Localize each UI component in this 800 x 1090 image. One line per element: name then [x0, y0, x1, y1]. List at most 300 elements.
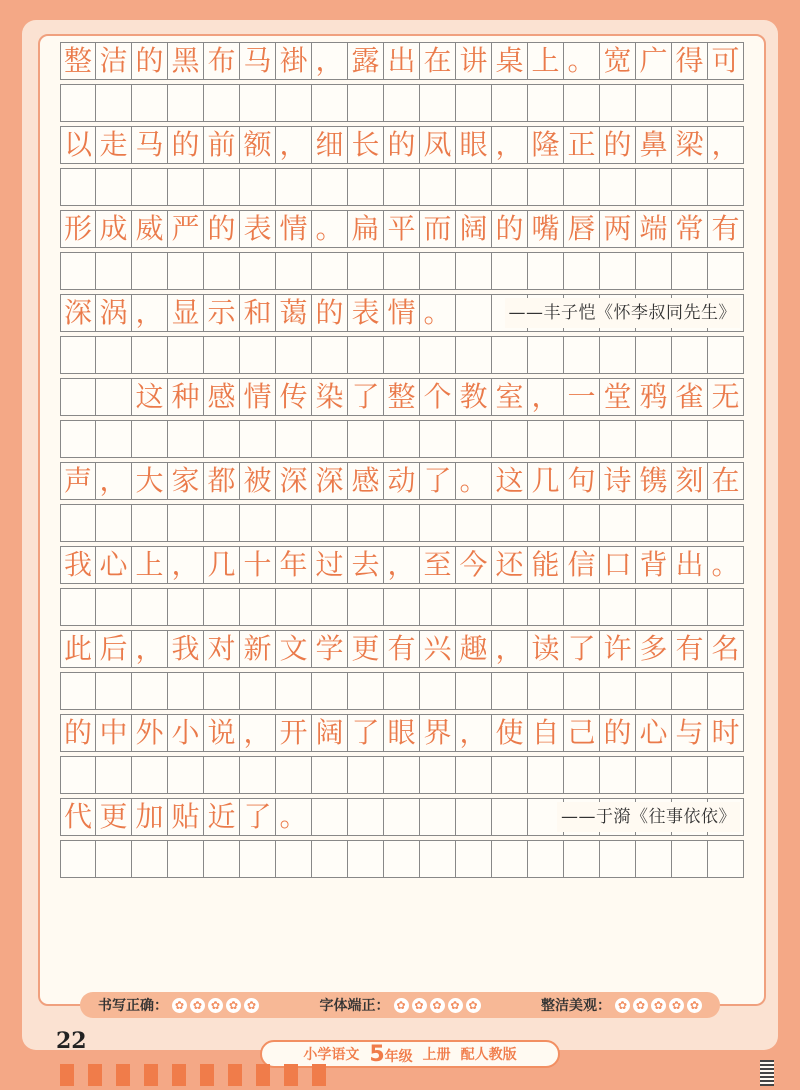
- character-cell: [348, 798, 384, 836]
- practice-cell[interactable]: [708, 504, 744, 542]
- practice-cell[interactable]: [564, 420, 600, 458]
- flower-star-icon[interactable]: ✿: [190, 998, 205, 1013]
- practice-cell[interactable]: [672, 840, 708, 878]
- practice-cell[interactable]: [528, 672, 564, 710]
- practice-cell[interactable]: [348, 672, 384, 710]
- character-cell: 梁: [672, 126, 708, 164]
- practice-cell[interactable]: [276, 504, 312, 542]
- practice-cell[interactable]: [456, 588, 492, 626]
- practice-cell[interactable]: [492, 84, 528, 122]
- practice-cell[interactable]: [384, 504, 420, 542]
- character-cell: 后: [96, 630, 132, 668]
- practice-cell[interactable]: [600, 840, 636, 878]
- character-cell: 和: [240, 294, 276, 332]
- practice-cell[interactable]: [492, 672, 528, 710]
- character-cell: 的: [600, 126, 636, 164]
- practice-cell[interactable]: [600, 756, 636, 794]
- character-cell: 的: [204, 210, 240, 248]
- character-cell: 室: [492, 378, 528, 416]
- practice-cell[interactable]: [528, 756, 564, 794]
- practice-cell[interactable]: [132, 504, 168, 542]
- practice-cell[interactable]: [312, 588, 348, 626]
- character-cell: 扁: [348, 210, 384, 248]
- character-cell: 文: [276, 630, 312, 668]
- practice-cell[interactable]: [348, 336, 384, 374]
- practice-cell[interactable]: [60, 756, 96, 794]
- practice-cell[interactable]: [204, 504, 240, 542]
- practice-cell[interactable]: [276, 588, 312, 626]
- practice-cell[interactable]: [528, 840, 564, 878]
- practice-cell[interactable]: [132, 672, 168, 710]
- practice-cell[interactable]: [672, 672, 708, 710]
- rating-item: [541, 995, 702, 1015]
- practice-cell[interactable]: [636, 420, 672, 458]
- grade-number: 5: [369, 1041, 385, 1067]
- character-cell: 十: [240, 546, 276, 584]
- text-row: [60, 208, 744, 250]
- character-cell: 的: [384, 126, 420, 164]
- practice-cell[interactable]: [456, 840, 492, 878]
- practice-cell[interactable]: [348, 756, 384, 794]
- practice-cell[interactable]: [132, 252, 168, 290]
- practice-cell[interactable]: [312, 420, 348, 458]
- practice-cell[interactable]: [384, 252, 420, 290]
- flower-star-icon[interactable]: ✿: [244, 998, 259, 1013]
- practice-cell[interactable]: [672, 252, 708, 290]
- flower-star-icon[interactable]: ✿: [651, 998, 666, 1013]
- practice-cell[interactable]: [96, 504, 132, 542]
- practice-cell[interactable]: [456, 672, 492, 710]
- flower-star-icon[interactable]: ✿: [226, 998, 241, 1013]
- practice-cell[interactable]: [168, 588, 204, 626]
- practice-cell[interactable]: [420, 336, 456, 374]
- barcode-mark: [760, 1060, 774, 1086]
- practice-cell[interactable]: [564, 756, 600, 794]
- practice-cell[interactable]: [204, 756, 240, 794]
- subject-label: 小学语文: [303, 1047, 360, 1063]
- practice-cell[interactable]: [312, 168, 348, 206]
- practice-cell[interactable]: [384, 588, 420, 626]
- practice-cell[interactable]: [636, 168, 672, 206]
- character-cell: 的: [312, 294, 348, 332]
- practice-cell[interactable]: [204, 84, 240, 122]
- practice-cell[interactable]: [600, 84, 636, 122]
- practice-row: [60, 418, 744, 460]
- practice-cell[interactable]: [600, 252, 636, 290]
- practice-cell[interactable]: [312, 756, 348, 794]
- character-cell: 了: [240, 798, 276, 836]
- practice-cell[interactable]: [240, 84, 276, 122]
- practice-cell[interactable]: [564, 252, 600, 290]
- practice-cell[interactable]: [96, 336, 132, 374]
- character-cell: 名: [708, 630, 744, 668]
- practice-cell[interactable]: [492, 588, 528, 626]
- practice-cell[interactable]: [528, 588, 564, 626]
- practice-cell[interactable]: [420, 168, 456, 206]
- practice-cell[interactable]: [132, 336, 168, 374]
- character-cell: 出: [672, 546, 708, 584]
- practice-cell[interactable]: [528, 252, 564, 290]
- practice-cell[interactable]: [420, 588, 456, 626]
- practice-cell[interactable]: [312, 672, 348, 710]
- practice-cell[interactable]: [96, 588, 132, 626]
- practice-cell[interactable]: [240, 672, 276, 710]
- practice-cell[interactable]: [708, 420, 744, 458]
- character-cell: 口: [600, 546, 636, 584]
- practice-cell[interactable]: [492, 420, 528, 458]
- practice-cell[interactable]: [708, 672, 744, 710]
- character-cell: 常: [672, 210, 708, 248]
- character-cell: 在: [420, 42, 456, 80]
- practice-cell[interactable]: [276, 252, 312, 290]
- character-cell: 更: [96, 798, 132, 836]
- flower-star-icon[interactable]: ✿: [669, 998, 684, 1013]
- practice-cell[interactable]: [60, 840, 96, 878]
- practice-cell[interactable]: [492, 756, 528, 794]
- character-cell: 声: [60, 462, 96, 500]
- character-cell: ，: [240, 714, 276, 752]
- practice-cell[interactable]: [564, 84, 600, 122]
- character-cell: 了: [564, 630, 600, 668]
- character-cell: ，: [492, 126, 528, 164]
- flower-star-icon[interactable]: ✿: [172, 998, 187, 1013]
- practice-cell[interactable]: [384, 840, 420, 878]
- practice-cell[interactable]: [636, 588, 672, 626]
- practice-cell[interactable]: [348, 84, 384, 122]
- practice-cell[interactable]: [528, 504, 564, 542]
- practice-cell[interactable]: [348, 420, 384, 458]
- practice-cell[interactable]: [564, 588, 600, 626]
- practice-cell[interactable]: [276, 840, 312, 878]
- character-cell: 的: [492, 210, 528, 248]
- practice-cell[interactable]: [492, 840, 528, 878]
- character-cell: ，: [276, 126, 312, 164]
- character-cell: 眼: [384, 714, 420, 752]
- practice-cell[interactable]: [204, 168, 240, 206]
- practice-cell[interactable]: [456, 756, 492, 794]
- character-cell: 端: [636, 210, 672, 248]
- flower-star-icon[interactable]: ✿: [430, 998, 445, 1013]
- character-cell: ，: [168, 546, 204, 584]
- source-attribution: ——于漪《往事依依》: [557, 802, 740, 832]
- practice-cell[interactable]: [600, 588, 636, 626]
- character-cell: 动: [384, 462, 420, 500]
- practice-cell[interactable]: [492, 504, 528, 542]
- practice-cell[interactable]: [312, 336, 348, 374]
- page-number: 22: [56, 1028, 87, 1054]
- character-cell: 褂: [276, 42, 312, 80]
- practice-cell[interactable]: [636, 84, 672, 122]
- character-cell: 镌: [636, 462, 672, 500]
- practice-cell[interactable]: [240, 420, 276, 458]
- practice-cell[interactable]: [384, 168, 420, 206]
- practice-cell[interactable]: [60, 336, 96, 374]
- character-cell: 长: [348, 126, 384, 164]
- rating-label: 书写正确：: [98, 998, 168, 1014]
- character-cell: 的: [60, 714, 96, 752]
- practice-cell[interactable]: [60, 420, 96, 458]
- practice-cell[interactable]: [276, 672, 312, 710]
- practice-cell[interactable]: [168, 252, 204, 290]
- practice-cell[interactable]: [348, 504, 384, 542]
- practice-cell[interactable]: [132, 756, 168, 794]
- practice-cell[interactable]: [456, 168, 492, 206]
- practice-cell[interactable]: [672, 756, 708, 794]
- practice-cell[interactable]: [384, 756, 420, 794]
- character-cell: 在: [708, 462, 744, 500]
- practice-cell[interactable]: [312, 84, 348, 122]
- character-cell: 家: [168, 462, 204, 500]
- practice-cell[interactable]: [276, 756, 312, 794]
- character-cell: 心: [636, 714, 672, 752]
- practice-cell[interactable]: [168, 168, 204, 206]
- practice-cell[interactable]: [528, 336, 564, 374]
- practice-cell[interactable]: [96, 420, 132, 458]
- practice-row: [60, 82, 744, 124]
- practice-cell[interactable]: [240, 252, 276, 290]
- character-cell: 出: [384, 42, 420, 80]
- practice-cell[interactable]: [600, 336, 636, 374]
- practice-cell[interactable]: [348, 840, 384, 878]
- character-cell: 去: [348, 546, 384, 584]
- character-cell: ，: [132, 630, 168, 668]
- character-cell: 新: [240, 630, 276, 668]
- practice-cell[interactable]: [420, 672, 456, 710]
- character-cell: [492, 798, 528, 836]
- practice-cell[interactable]: [456, 336, 492, 374]
- practice-cell[interactable]: [312, 840, 348, 878]
- practice-cell[interactable]: [708, 756, 744, 794]
- character-cell: 这: [492, 462, 528, 500]
- practice-row: [60, 334, 744, 376]
- flower-star-icon[interactable]: ✿: [448, 998, 463, 1013]
- decorative-stripes: [60, 1064, 326, 1086]
- character-cell: 感: [348, 462, 384, 500]
- practice-cell[interactable]: [276, 84, 312, 122]
- practice-row: [60, 838, 744, 880]
- practice-cell[interactable]: [240, 168, 276, 206]
- practice-cell[interactable]: [132, 588, 168, 626]
- practice-cell[interactable]: [168, 420, 204, 458]
- practice-cell[interactable]: [60, 84, 96, 122]
- practice-cell[interactable]: [564, 504, 600, 542]
- practice-cell[interactable]: [672, 588, 708, 626]
- practice-cell[interactable]: [492, 252, 528, 290]
- character-cell: 黑: [168, 42, 204, 80]
- character-cell: ，: [456, 714, 492, 752]
- practice-cell[interactable]: [204, 672, 240, 710]
- practice-cell[interactable]: [708, 840, 744, 878]
- practice-cell[interactable]: [96, 252, 132, 290]
- practice-cell[interactable]: [708, 84, 744, 122]
- character-cell: 示: [204, 294, 240, 332]
- practice-cell[interactable]: [384, 336, 420, 374]
- practice-cell[interactable]: [240, 840, 276, 878]
- practice-cell[interactable]: [528, 168, 564, 206]
- practice-cell[interactable]: [420, 840, 456, 878]
- practice-cell[interactable]: [96, 840, 132, 878]
- practice-cell[interactable]: [204, 420, 240, 458]
- character-cell: 阔: [456, 210, 492, 248]
- practice-cell[interactable]: [204, 840, 240, 878]
- practice-cell[interactable]: [600, 672, 636, 710]
- character-cell: 整: [60, 42, 96, 80]
- practice-cell[interactable]: [348, 588, 384, 626]
- practice-cell[interactable]: [132, 420, 168, 458]
- flower-star-icon[interactable]: ✿: [412, 998, 427, 1013]
- character-cell: 情: [240, 378, 276, 416]
- practice-cell[interactable]: [564, 672, 600, 710]
- character-cell: 情: [276, 210, 312, 248]
- flower-star-icon[interactable]: ✿: [687, 998, 702, 1013]
- practice-cell[interactable]: [204, 252, 240, 290]
- practice-cell[interactable]: [420, 756, 456, 794]
- practice-cell[interactable]: [456, 252, 492, 290]
- character-cell: 走: [96, 126, 132, 164]
- practice-cell[interactable]: [132, 840, 168, 878]
- flower-star-icon[interactable]: ✿: [466, 998, 481, 1013]
- practice-cell[interactable]: [636, 756, 672, 794]
- practice-cell[interactable]: [420, 84, 456, 122]
- practice-cell[interactable]: [384, 420, 420, 458]
- practice-cell[interactable]: [636, 504, 672, 542]
- practice-cell[interactable]: [672, 336, 708, 374]
- practice-cell[interactable]: [636, 336, 672, 374]
- character-cell: 细: [312, 126, 348, 164]
- character-cell: 雀: [672, 378, 708, 416]
- character-cell: 了: [348, 378, 384, 416]
- practice-cell[interactable]: [204, 588, 240, 626]
- practice-cell[interactable]: [420, 252, 456, 290]
- practice-cell[interactable]: [636, 840, 672, 878]
- character-cell: 。: [276, 798, 312, 836]
- practice-cell[interactable]: [708, 588, 744, 626]
- practice-cell[interactable]: [240, 336, 276, 374]
- practice-row: [60, 754, 744, 796]
- character-cell: 可: [708, 42, 744, 80]
- character-cell: 时: [708, 714, 744, 752]
- practice-cell[interactable]: [240, 504, 276, 542]
- practice-cell[interactable]: [96, 168, 132, 206]
- practice-cell[interactable]: [384, 84, 420, 122]
- flower-star-icon[interactable]: ✿: [394, 998, 409, 1013]
- practice-cell[interactable]: [240, 756, 276, 794]
- character-cell: 对: [204, 630, 240, 668]
- practice-cell[interactable]: [708, 168, 744, 206]
- flower-star-icon[interactable]: ✿: [615, 998, 630, 1013]
- practice-cell[interactable]: [600, 168, 636, 206]
- character-cell: [312, 798, 348, 836]
- flower-star-icon[interactable]: ✿: [633, 998, 648, 1013]
- practice-cell[interactable]: [60, 672, 96, 710]
- practice-cell[interactable]: [168, 504, 204, 542]
- practice-cell[interactable]: [312, 252, 348, 290]
- practice-cell[interactable]: [636, 672, 672, 710]
- practice-cell[interactable]: [348, 168, 384, 206]
- practice-row: [60, 166, 744, 208]
- rating-label: 整洁美观：: [541, 998, 611, 1014]
- character-cell: 诗: [600, 462, 636, 500]
- practice-cell[interactable]: [528, 420, 564, 458]
- character-cell: 。: [708, 546, 744, 584]
- practice-cell[interactable]: [168, 756, 204, 794]
- practice-cell[interactable]: [456, 420, 492, 458]
- rating-stars: [615, 998, 702, 1013]
- practice-cell[interactable]: [276, 168, 312, 206]
- practice-cell[interactable]: [204, 336, 240, 374]
- practice-cell[interactable]: [420, 420, 456, 458]
- practice-cell[interactable]: [132, 84, 168, 122]
- practice-cell[interactable]: [564, 336, 600, 374]
- practice-cell[interactable]: [528, 84, 564, 122]
- character-cell: 信: [564, 546, 600, 584]
- practice-cell[interactable]: [492, 336, 528, 374]
- practice-cell[interactable]: [168, 336, 204, 374]
- edition-label: 配人教版: [460, 1047, 517, 1063]
- practice-cell[interactable]: [672, 84, 708, 122]
- practice-cell[interactable]: [60, 504, 96, 542]
- practice-cell[interactable]: [600, 504, 636, 542]
- character-cell: 过: [312, 546, 348, 584]
- character-cell: 说: [204, 714, 240, 752]
- practice-cell[interactable]: [456, 504, 492, 542]
- practice-cell[interactable]: [132, 168, 168, 206]
- character-cell: 显: [168, 294, 204, 332]
- practice-cell[interactable]: [168, 84, 204, 122]
- text-row: [60, 628, 744, 670]
- character-cell: 更: [348, 630, 384, 668]
- practice-cell[interactable]: [708, 252, 744, 290]
- practice-cell[interactable]: [708, 336, 744, 374]
- character-cell: 阔: [312, 714, 348, 752]
- character-cell: 眼: [456, 126, 492, 164]
- character-cell: 无: [708, 378, 744, 416]
- character-cell: 。: [456, 462, 492, 500]
- source-attribution: ——丰子恺《怀李叔同先生》: [505, 298, 741, 328]
- practice-cell[interactable]: [312, 504, 348, 542]
- practice-cell[interactable]: [96, 84, 132, 122]
- character-cell: [384, 798, 420, 836]
- character-cell: 与: [672, 714, 708, 752]
- flower-star-icon[interactable]: ✿: [208, 998, 223, 1013]
- practice-cell[interactable]: [96, 756, 132, 794]
- practice-cell[interactable]: [492, 168, 528, 206]
- practice-cell[interactable]: [60, 252, 96, 290]
- practice-cell[interactable]: [564, 840, 600, 878]
- practice-cell[interactable]: [96, 672, 132, 710]
- practice-cell[interactable]: [168, 672, 204, 710]
- practice-cell[interactable]: [600, 420, 636, 458]
- practice-cell[interactable]: [276, 336, 312, 374]
- practice-cell[interactable]: [672, 504, 708, 542]
- practice-cell[interactable]: [420, 504, 456, 542]
- practice-cell[interactable]: [672, 168, 708, 206]
- practice-cell[interactable]: [276, 420, 312, 458]
- practice-cell[interactable]: [564, 168, 600, 206]
- practice-cell[interactable]: [636, 252, 672, 290]
- practice-cell[interactable]: [348, 252, 384, 290]
- practice-cell[interactable]: [240, 588, 276, 626]
- practice-cell[interactable]: [60, 168, 96, 206]
- character-cell: 学: [312, 630, 348, 668]
- practice-cell[interactable]: [672, 420, 708, 458]
- practice-cell[interactable]: [168, 840, 204, 878]
- character-cell: 感: [204, 378, 240, 416]
- practice-cell[interactable]: [384, 672, 420, 710]
- practice-cell[interactable]: [456, 84, 492, 122]
- practice-cell[interactable]: [60, 588, 96, 626]
- character-cell: 的: [132, 42, 168, 80]
